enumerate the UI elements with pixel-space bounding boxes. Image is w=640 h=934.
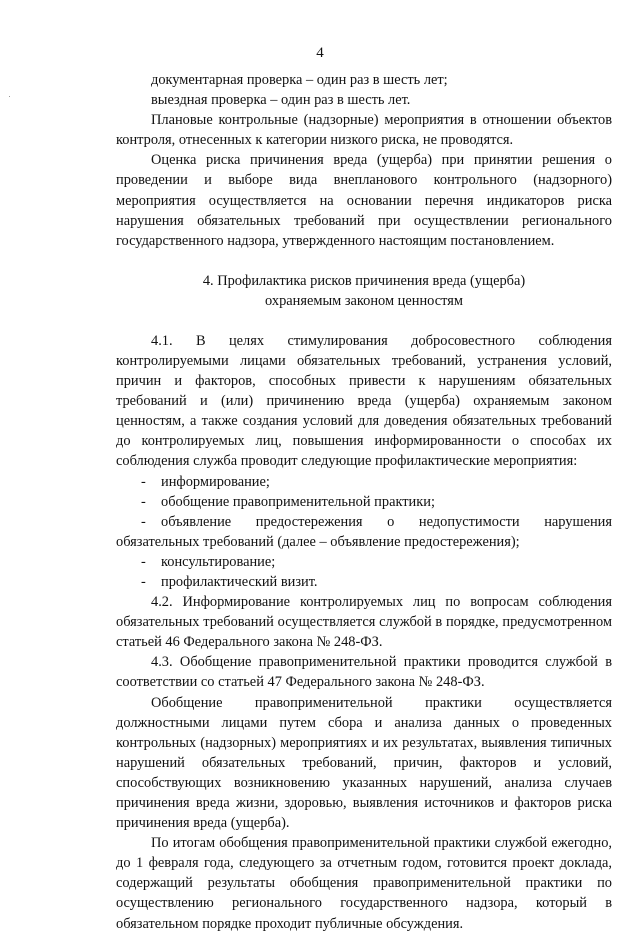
list-item-text: обобщение правоприменительной практики; bbox=[161, 493, 435, 510]
list-item-warning: - объявление предостережения о недопустимости нарушения обязательных требований (далее – объявление предостережения); bbox=[116, 513, 612, 550]
list-item-informing: - информирование; bbox=[141, 473, 270, 490]
list-item-text: консультирование; bbox=[161, 553, 276, 570]
list-item-consulting: - консультирование; bbox=[141, 553, 276, 570]
paragraph-low-risk: Плановые контрольные (надзорные) мероприятия в отношении объектов контроля, отнесенных к категории низкого риска, не проводятся. bbox=[116, 112, 612, 149]
list-item-text: профилактический визит. bbox=[161, 573, 318, 590]
list-item-text: информирование; bbox=[161, 473, 270, 490]
document-body bbox=[116, 70, 612, 934]
section-heading-line2: охраняемым законом ценностям bbox=[265, 292, 463, 309]
paragraph-results: По итогам обобщения правоприменительной практики службой ежегодно, до 1 февраля года, следующего за отчетным годом, готовится проект доклада, содержащий результаты обобщения правоприменительной практики по осуществлению регионального государственного надзора, который в обязательном порядке проходит публичные обсуждения. bbox=[116, 835, 612, 932]
section-heading-line1: 4. Профилактика рисков причинения вреда (ущерба) bbox=[202, 272, 526, 289]
section-heading bbox=[116, 271, 612, 311]
page-number: 4 bbox=[316, 45, 324, 61]
text-line-documentary-check: документарная проверка – один раз в шесть лет; bbox=[151, 72, 448, 88]
list-item-visit: - профилактический визит. bbox=[141, 573, 318, 590]
list-item-generalization: - обобщение правоприменительной практики; bbox=[141, 493, 435, 510]
paragraph-risk-assessment: Оценка риска причинения вреда (ущерба) при принятии решения о проведении и выборе вида внепланового контрольного (надзорного) мероприятия осуществляется на основании перечня индикаторов риска нарушения обязательных требований при осуществлении регионального государственного надзора, утвержденного настоящим постановлением. bbox=[116, 152, 612, 249]
paragraph-practice: Обобщение правоприменительной практики осуществляется должностными лицами путем сбора и анализа данных о проведенных контрольных (надзорных) мероприятиях и их результатах, выявления типичных нарушений обязательных требований, причин, факторов и условий, способствующих возникновению указанных нарушений, анализа случаев причинения вреда жизни, здоровью, выявления источников и факторов риска причинения вреда (ущерба). bbox=[116, 694, 612, 832]
margin-mark bbox=[9, 96, 10, 97]
text-line-field-check: выездная проверка – один раз в шесть лет. bbox=[151, 92, 411, 109]
paragraph-4-2: 4.2. Информирование контролируемых лиц по вопросам соблюдения обязательных требований осуществляется службой в порядке, предусмотренном статьей 46 Федерального закона № 248-ФЗ. bbox=[116, 594, 612, 651]
paragraph-4-3: 4.3. Обобщение правоприменительной практики проводится службой в соответствии со статьей 47 Федерального закона № 248-ФЗ. bbox=[116, 654, 612, 691]
paragraph-4-1: 4.1. В целях стимулирования добросовестного соблюдения контролируемыми лицами обязательных требований, устранения условий, причин и факторов, способных привести к нарушениям обязательных требований и (или) причинению вреда (ущерба) охраняемым законом ценностям, а также создания условий для доведения обязательных требований до контролируемых лиц, повышения информированности о способах их соблюдения служба проводит следующие профилактические мероприятия: bbox=[116, 332, 612, 470]
list-item-text: объявление предостережения о недопустимости нарушения обязательных требований (далее – объявление предостережения); bbox=[116, 513, 612, 550]
